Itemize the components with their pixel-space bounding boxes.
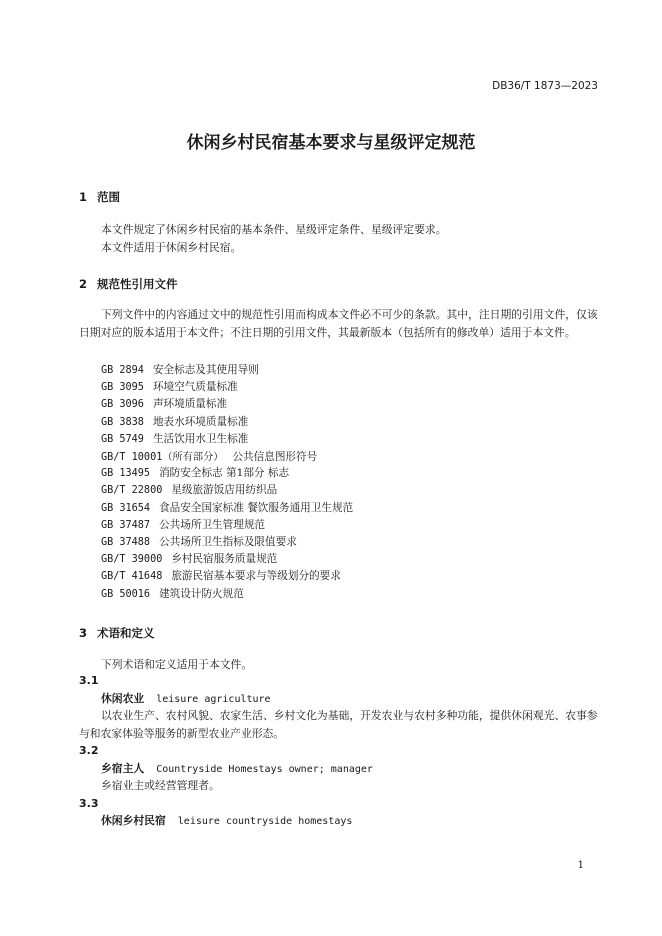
reference-code: GB 31654 <box>101 502 151 514</box>
reference-item <box>101 448 317 464</box>
term-definition: 以农业生产、农村风貌、农家生活、乡村文化为基础，开发农业与农村多种功能，提供休闲观光、农事参与和农家体验等服务的新型农业产业形态。 <box>79 709 598 740</box>
reference-title: 建筑设计防火规范 <box>159 587 244 600</box>
reference-title: 公共信息图形符号 <box>232 451 318 463</box>
reference-item <box>101 362 259 377</box>
reference-title: 地表水环境质量标准 <box>152 415 249 428</box>
section-heading-normative-references <box>79 276 178 292</box>
paragraph: 本文件规定了休闲乡村民宿的基本条件、星级评定条件、星级评定要求。 <box>101 223 447 236</box>
term-number: 3.2 <box>79 744 99 757</box>
term-en: leisure countryside homestays <box>177 816 353 827</box>
term-zh: 休闲农业 <box>101 692 145 705</box>
term-number: 3.3 <box>79 797 99 810</box>
reference-title: 安全标志及其使用导则 <box>152 364 259 376</box>
section-number: 3 <box>79 626 88 640</box>
reference-code: GB 50016 <box>101 588 151 600</box>
term-en: leisure agriculture <box>156 694 271 705</box>
reference-item <box>101 534 297 549</box>
section-heading-terms-definitions <box>79 625 155 641</box>
term-en: Countryside Homestays owner; manager <box>156 764 373 775</box>
reference-code: GB/T 41648 <box>101 571 163 583</box>
term-zh: 休闲乡村民宿 <box>101 814 166 827</box>
document-title: 休闲乡村民宿基本要求与星级评定规范 <box>186 133 476 153</box>
document-number: DB36/T 1873—2023 <box>492 80 598 92</box>
reference-code: GB 3095 <box>101 382 144 394</box>
reference-title: 公共场所卫生指标及限值要求 <box>159 536 297 548</box>
reference-title: 星级旅游饭店用纺织品 <box>171 484 278 497</box>
reference-code: GB 2894 <box>101 365 144 376</box>
reference-title: 生活饮用水卫生标准 <box>152 432 249 445</box>
reference-code: GB 37488 <box>101 537 151 548</box>
section-number: 2 <box>79 277 88 291</box>
section-number: 1 <box>79 190 88 204</box>
reference-code: GB 13495 <box>101 468 151 480</box>
term-zh: 乡宿主人 <box>101 762 145 775</box>
reference-title: 食品安全国家标准 餐饮服务通用卫生规范 <box>159 501 354 514</box>
term-heading <box>101 761 373 776</box>
reference-title: 旅游民宿基本要求与等级划分的要求 <box>171 570 341 583</box>
paragraph: 下列文件中的内容通过文中的规范性引用而构成本文件必不可少的条款。其中，注日期的引用文件，仅该日期对应的版本适用于本文件；不注日期的引用文件，其最新版本（包括所有的修改单）适用于本文件。 <box>79 308 598 339</box>
reference-title: 环境空气质量标准 <box>152 381 238 394</box>
term-definition: 乡宿业主或经营管理者。 <box>101 779 220 792</box>
reference-item <box>101 431 248 446</box>
reference-title: 乡村民宿服务质量规范 <box>171 553 278 566</box>
reference-item <box>101 482 277 497</box>
reference-title: 公共场所卫生管理规范 <box>159 518 266 531</box>
reference-item <box>101 379 238 394</box>
reference-item <box>101 586 244 601</box>
page-number: 1 <box>577 860 584 871</box>
reference-item <box>101 517 265 532</box>
term-number: 3.1 <box>79 674 99 687</box>
reference-item <box>101 396 227 411</box>
section-title: 范围 <box>97 190 120 204</box>
reference-code: GB/T 10001（所有部分） <box>101 452 224 463</box>
reference-item <box>101 568 341 583</box>
paragraph: 下列术语和定义适用于本文件。 <box>101 658 253 671</box>
reference-code: GB 3838 <box>101 416 144 428</box>
reference-code: GB 3096 <box>101 399 144 411</box>
paragraph: 本文件适用于休闲乡村民宿。 <box>101 241 242 254</box>
reference-code: GB/T 39000 <box>101 554 163 566</box>
reference-code: GB/T 22800 <box>101 485 163 497</box>
term-heading <box>101 691 271 706</box>
reference-item <box>101 414 248 429</box>
reference-item <box>101 465 289 480</box>
reference-code: GB 37487 <box>101 519 151 531</box>
section-title: 规范性引用文件 <box>97 277 178 291</box>
term-heading <box>101 813 352 828</box>
reference-item <box>101 551 277 566</box>
reference-title: 消防安全标志 第1部分 标志 <box>159 467 290 480</box>
section-heading-scope <box>79 189 120 205</box>
reference-title: 声环境质量标准 <box>152 398 228 411</box>
reference-item <box>101 500 353 515</box>
section-title: 术语和定义 <box>97 626 155 640</box>
reference-code: GB 5749 <box>101 433 144 445</box>
